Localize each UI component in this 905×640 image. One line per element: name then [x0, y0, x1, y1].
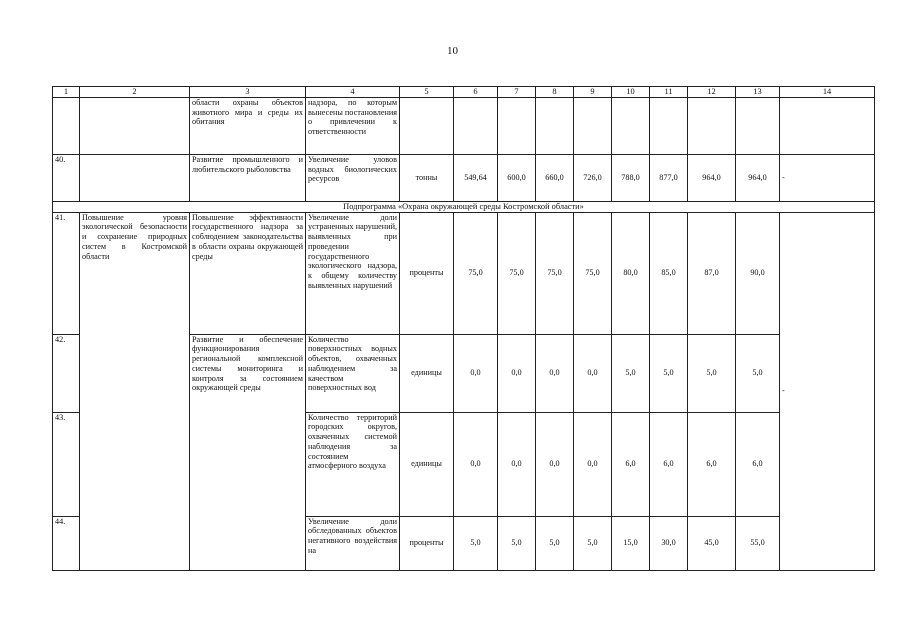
value-cell: 5,0 [574, 516, 612, 570]
value-cell: 75,0 [536, 212, 574, 334]
indicator-cell: Количество территорий городских округов, охваченных системой наблюдения за состоянием атмосферного воздуха [306, 412, 400, 516]
value-cell: 6,0 [688, 412, 736, 516]
value-cell: 85,0 [650, 212, 688, 334]
value-cell: 75,0 [498, 212, 536, 334]
value-cell: 6,0 [736, 412, 780, 516]
value-cell: 45,0 [688, 516, 736, 570]
value-cell: 0,0 [498, 334, 536, 412]
value-cell: 964,0 [736, 154, 780, 201]
value-cell: 75,0 [454, 212, 498, 334]
column-header: 7 [498, 87, 536, 98]
activity-cell: Повышение эффективности государственного надзора за соблюдением законодательства в области охраны окружающей среды [190, 212, 306, 334]
activity-cell: Развитие промышленного и любительского рыболовства [190, 154, 306, 201]
value-cell: 600,0 [498, 154, 536, 201]
column-header: 5 [400, 87, 454, 98]
value-cell: 0,0 [498, 412, 536, 516]
note-cell: - [780, 154, 875, 201]
table-row-continuation [53, 97, 875, 154]
column-header-row [53, 87, 875, 98]
row-number: 42. [53, 334, 80, 412]
value-cell: 5,0 [454, 516, 498, 570]
unit-cell: единицы [400, 412, 454, 516]
value-cell: 6,0 [650, 412, 688, 516]
value-cell: 5,0 [536, 516, 574, 570]
indicator-cell: надзора, по которым вынесены постановления о привлечении к ответственности [306, 97, 400, 154]
goal-cell: Повышение уровня экологической безопасности и сохранение природных систем в Костромской области [80, 212, 190, 570]
column-header: 4 [306, 87, 400, 98]
value-cell: 87,0 [688, 212, 736, 334]
indicator-cell: Количество поверхностных водных объектов, охваченных наблюдением за качеством поверхностных вод [306, 334, 400, 412]
value-cell: 964,0 [688, 154, 736, 201]
column-header: 2 [80, 87, 190, 98]
row-number: 43. [53, 412, 80, 516]
column-header: 10 [612, 87, 650, 98]
value-cell: 75,0 [574, 212, 612, 334]
value-cell: 5,0 [650, 334, 688, 412]
unit-cell: единицы [400, 334, 454, 412]
value-cell: 5,0 [612, 334, 650, 412]
value-cell: 5,0 [736, 334, 780, 412]
table-row-41 [53, 212, 875, 334]
value-cell: 90,0 [736, 212, 780, 334]
value-cell: 30,0 [650, 516, 688, 570]
row-number: 41. [53, 212, 80, 334]
column-header: 11 [650, 87, 688, 98]
indicator-cell: Увеличение доли устраненных нарушений, выявленных при проведении государственного экологического надзора, к общему количеству выявленных нарушений [306, 212, 400, 334]
activity-cell: Развитие и обеспечение функционирования региональной комплексной системы мониторинга и контроля за состоянием окружающей среды [190, 334, 306, 570]
column-header: 14 [780, 87, 875, 98]
value-cell: 660,0 [536, 154, 574, 201]
value-cell: 0,0 [454, 334, 498, 412]
unit-cell: проценты [400, 212, 454, 334]
unit-cell: проценты [400, 516, 454, 570]
value-cell: 877,0 [650, 154, 688, 201]
activity-cell: области охраны объектов животного мира и среды их обитания [190, 97, 306, 154]
value-cell: 788,0 [612, 154, 650, 201]
value-cell: 6,0 [612, 412, 650, 516]
column-header: 9 [574, 87, 612, 98]
column-header: 1 [53, 87, 80, 98]
indicator-cell: Увеличение доли обследованных объектов негативного воздействия на [306, 516, 400, 570]
column-header: 8 [536, 87, 574, 98]
value-cell: 0,0 [574, 334, 612, 412]
value-cell: 549,64 [454, 154, 498, 201]
indicators-table [52, 86, 875, 571]
note-cell: - [780, 212, 875, 570]
value-cell: 0,0 [536, 412, 574, 516]
row-number: 40. [53, 154, 80, 201]
column-header: 12 [688, 87, 736, 98]
unit-cell: тонны [400, 154, 454, 201]
table-row-40 [53, 154, 875, 201]
subprogram-title: Подпрограмма «Охрана окружающей среды Костромской области» [53, 201, 875, 212]
column-header: 3 [190, 87, 306, 98]
column-header: 6 [454, 87, 498, 98]
subprogram-row [53, 201, 875, 212]
value-cell: 15,0 [612, 516, 650, 570]
indicator-cell: Увеличение уловов водных биологических ресурсов [306, 154, 400, 201]
value-cell: 0,0 [536, 334, 574, 412]
value-cell: 80,0 [612, 212, 650, 334]
value-cell: 726,0 [574, 154, 612, 201]
value-cell: 5,0 [498, 516, 536, 570]
value-cell: 5,0 [688, 334, 736, 412]
value-cell: 0,0 [454, 412, 498, 516]
row-number: 44. [53, 516, 80, 570]
column-header: 13 [736, 87, 780, 98]
value-cell: 55,0 [736, 516, 780, 570]
page-number: 10 [447, 45, 458, 57]
value-cell: 0,0 [574, 412, 612, 516]
